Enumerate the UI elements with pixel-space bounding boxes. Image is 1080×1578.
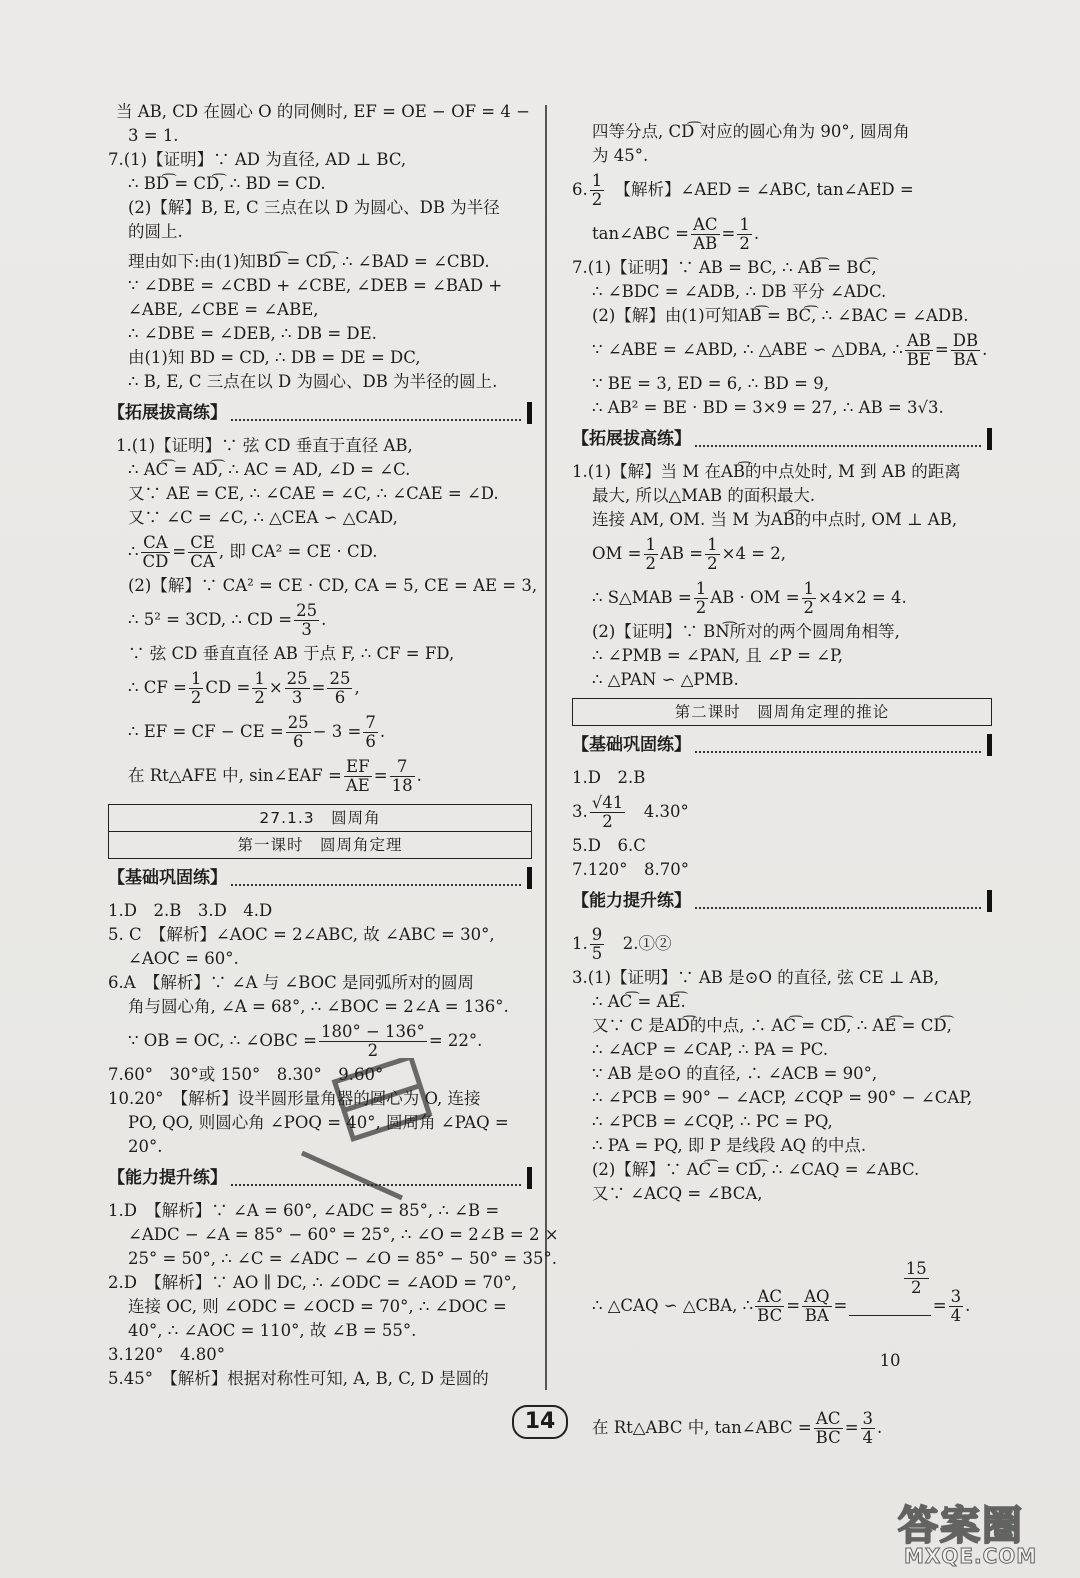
fraction (390, 758, 415, 795)
dotted-rule (231, 870, 521, 886)
section-title: 【基础巩固练】 (108, 868, 227, 888)
section-header-basic (572, 732, 992, 758)
numerator: 1 (707, 534, 718, 554)
denominator: 2 (190, 687, 202, 707)
right-column (572, 120, 992, 1450)
text-line: 1.D 2.B (572, 768, 646, 787)
text: ∵ ∠ABE = ∠ABD, ∴ △ABE ∽ △DBA, ∴ (592, 340, 903, 359)
numerator: √41 (591, 792, 624, 812)
text-line: 7.(1)【证明】∵ AD 为直径, AD ⊥ BC, (108, 150, 407, 169)
text: = (172, 542, 187, 561)
section-title: 【拓展拔高练】 (572, 429, 691, 449)
text-line: ∴ ∠DBE = ∠DEB, ∴ DB = DE. (128, 324, 377, 343)
denominator: 2 (911, 1278, 922, 1297)
text-line: ∴ AC͡ = AD͡, ∴ AC = AD, ∠D = ∠C. (128, 460, 411, 479)
formula-line (572, 576, 992, 620)
fraction (327, 670, 352, 707)
lesson-title-box (572, 698, 992, 726)
denominator: 4 (950, 1305, 962, 1325)
fraction (363, 714, 378, 751)
dotted-rule (695, 737, 981, 753)
text-line: 四等分点, CD͡ 对应的圆心角为 90°, 圆周角 (592, 122, 910, 141)
text-line: (2)【解】∵ CA² = CE · CD, CA = 5, CE = AE = 3, (128, 576, 538, 595)
text-line: 最大, 所以△MAB 的面积最大. (592, 486, 816, 505)
section-number-title: 27.1.3 圆周角 (259, 809, 381, 827)
denominator: 6 (334, 687, 346, 707)
fraction (802, 580, 817, 617)
text-line: 6.A 【解析】∵ ∠A 与 ∠BOC 是同弧所对的圆周 (108, 973, 475, 992)
text: = (844, 1418, 859, 1437)
text: 2.①② (606, 934, 672, 953)
text: = (311, 678, 326, 697)
numerator: 25 (287, 712, 309, 732)
denominator: CD (142, 551, 169, 571)
text: . (321, 610, 327, 629)
numerator: 9 (591, 924, 603, 944)
text-line: (2)【解】由(1)可知AB͡ = BC͡, ∴ ∠BAC = ∠ADB. (592, 306, 969, 325)
text-line: 又∵ C 是AD͡的中点, ∴ AC͡ = CD͡, ∴ AE͡ = CD͡, (592, 1016, 952, 1035)
numerator: 7 (365, 712, 376, 732)
text-line: ∠ABE, ∠CBE = ∠ABE, (128, 300, 319, 319)
denominator: 10 (879, 1351, 901, 1370)
text-line: ∴ BD͡ = CD͡, ∴ BD = CD. (128, 174, 326, 193)
text-line: 1.(1)【证明】∵ 弦 CD 垂直于直径 AB, (116, 436, 413, 455)
column-divider (545, 105, 547, 1390)
text: 4.30° (627, 802, 689, 821)
fraction (286, 714, 311, 751)
text-line: ∴ ∠PCB = ∠CQP, ∴ PC = PQ, (592, 1112, 833, 1131)
formula-line (108, 530, 532, 574)
numerator: 1 (645, 534, 656, 554)
section-header-extension (572, 426, 992, 452)
text: . (982, 340, 988, 359)
section-header-ability (572, 888, 992, 914)
text-line: 又∵ ∠C = ∠C, ∴ △CEA ∽ △CAD, (128, 508, 398, 527)
text-line: ∴ B, E, C 三点在以 D 为圆心、DB 为半径的圆上. (128, 372, 498, 391)
numerator: 7 (390, 758, 415, 777)
section-header-extension (108, 400, 532, 426)
compound-fraction (849, 1206, 930, 1406)
text-line: ∴ ∠PMB = ∠PAN, 且 ∠P = ∠P, (592, 646, 844, 665)
text-line: 40°, ∴ ∠AOC = 110°, 故 ∠B = 55°. (128, 1321, 417, 1340)
text: . (416, 766, 422, 785)
fraction (188, 534, 217, 571)
watermark-logo (880, 1488, 1070, 1570)
text: tan∠ABC = (592, 224, 689, 243)
text: = (373, 766, 388, 785)
text-line: 5.D 6.C (572, 836, 646, 855)
denominator: 2 (803, 597, 815, 617)
text: . (753, 224, 760, 243)
text-line: 理由如下:由(1)知BD͡ = CD͡, ∴ ∠BAD = ∠CBD. (128, 252, 490, 271)
text: 在 Rt△ABC 中, tan∠ABC = (592, 1418, 812, 1437)
section-bar (527, 402, 532, 424)
denominator: 2 (602, 811, 613, 831)
text-line: 5. C 【解析】∠AOC = 2∠ABC, 故 ∠ABC = 30°, (108, 925, 495, 944)
numerator: CA (141, 534, 171, 553)
fraction (590, 172, 605, 209)
fraction (755, 1288, 784, 1325)
numerator: AQ (804, 1286, 830, 1306)
text-line: 当 AB, CD 在圆心 O 的同侧时, EF = OE − OF = 4 − (116, 102, 530, 121)
section-title: 【能力提升练】 (572, 891, 691, 911)
numerator: 15 (905, 1259, 927, 1278)
text-line: 的圆上. (128, 222, 183, 241)
fraction (951, 332, 980, 369)
fraction (285, 670, 310, 707)
text: = (786, 1296, 801, 1315)
denominator: BA (804, 1305, 829, 1325)
numerator: 3 (862, 1408, 874, 1428)
text: ×4 = 2, (721, 544, 787, 563)
watermark-url: MXQE.COM (904, 1544, 1038, 1568)
text: , (354, 678, 360, 697)
numerator: 25 (286, 668, 308, 688)
denominator: 2 (739, 233, 750, 253)
text: ∴ (128, 542, 139, 561)
numerator: 1 (190, 668, 202, 688)
text: ∴ EF = CF − CE = (128, 722, 284, 741)
formula-line (108, 598, 532, 642)
text-line: 3.(1)【证明】∵ AB 是⊙O 的直径, 弦 CE ⊥ AB, (572, 968, 939, 987)
denominator: 6 (365, 731, 376, 751)
text-line: ∴ PA = PQ, 即 P 是线段 AQ 的中点. (592, 1136, 867, 1155)
lesson-title: 第一课时 圆周角定理 (109, 831, 531, 858)
text-line: 为 45°. (592, 146, 649, 165)
text-line: 5.45° 【解析】根据对称性可知, A, B, C, D 是圆的 (108, 1369, 489, 1388)
text-line: 1.D 2.B 3.D 4.D (108, 901, 273, 920)
formula-line (108, 754, 532, 798)
text-line: 25° = 50°, ∴ ∠C = ∠ADC − ∠O = 85° − 50° = 35°. (128, 1249, 557, 1268)
numerator (849, 1242, 930, 1316)
denominator: 4 (862, 1427, 874, 1447)
formula-line (572, 212, 992, 256)
numerator: 1 (254, 668, 265, 688)
denominator: 6 (292, 731, 304, 751)
formula-line (572, 1206, 992, 1406)
formula-line (572, 532, 992, 576)
fraction (590, 926, 605, 963)
numerator: AC (814, 1410, 843, 1429)
fraction (814, 1410, 843, 1447)
text-line: 2.D 【解析】∵ AO ∥ DC, ∴ ∠ODC = ∠AOD = 70°, (108, 1273, 517, 1292)
text: ∴ CF = (128, 678, 187, 697)
fraction (694, 580, 709, 617)
fraction (861, 1410, 876, 1447)
numerator: 1 (803, 578, 815, 598)
denominator: BC (815, 1427, 841, 1447)
text-line: 1.D 【解析】∵ ∠A = 60°, ∠ADC = 85°, ∴ ∠B = (108, 1201, 500, 1220)
text: = (721, 224, 736, 243)
text: . (965, 1296, 971, 1315)
text: ∴ △CAQ ∽ △CBA, ∴ (592, 1296, 754, 1315)
denominator: AE (345, 775, 370, 795)
watermark-text: 答案圈 (898, 1503, 1024, 1549)
numerator: AB (905, 332, 933, 351)
text-line: 1.(1)【解】当 M 在AB͡的中点处时, M 到 AB 的距离 (572, 462, 961, 481)
dotted-rule (695, 431, 981, 447)
dotted-rule (231, 405, 521, 421)
section-bar (527, 1167, 532, 1189)
formula-line (572, 1406, 992, 1450)
fraction (141, 534, 171, 571)
formula-line (108, 1019, 532, 1063)
fraction (905, 332, 933, 369)
text: 3. (572, 802, 588, 821)
denominator: 2 (695, 597, 707, 617)
text: ×4×2 = 4. (818, 588, 907, 607)
fraction (590, 794, 626, 831)
text-line: ∴ △PAN ∽ △PMB. (592, 670, 739, 689)
numerator: 25 (296, 600, 318, 620)
text-line: 3.120° 4.80° (108, 1345, 225, 1364)
text-line: 7.60° 30°或 150° 8.30° 9.60° (108, 1065, 384, 1084)
text-line: ∴ AC͡ = AE͡. (592, 992, 686, 1011)
text: . (877, 1418, 883, 1437)
text-line: 3 = 1. (128, 126, 179, 145)
text-line: ∵ 弦 CD 垂直直径 AB 于点 F, ∴ CF = FD, (128, 644, 455, 663)
denominator: BC (757, 1305, 783, 1325)
text: 1. (572, 934, 588, 953)
text: AB · OM = (710, 588, 800, 607)
text-line: ∵ AB 是⊙O 的直径, ∴ ∠ACB = 90°, (592, 1064, 878, 1083)
text-line: ∠ADC − ∠A = 85° − 60° = 25°, ∴ ∠O = 2∠B = 2 × (128, 1225, 559, 1244)
numerator: 25 (329, 668, 351, 688)
section-title: 【基础巩固练】 (572, 735, 691, 755)
fraction (949, 1288, 964, 1325)
section-bar (987, 734, 992, 756)
text: = (833, 1296, 848, 1315)
fraction (737, 216, 752, 253)
denominator: 2 (367, 1040, 379, 1060)
text-line: 角与圆心角, ∠A = 68°, ∴ ∠BOC = 2∠A = 136°. (128, 997, 509, 1016)
numerator: 3 (950, 1286, 962, 1306)
text: × (268, 678, 283, 697)
fraction (904, 1260, 929, 1297)
text-line: ∴ ∠BDC = ∠ADB, ∴ DB 平分 ∠ADC. (592, 282, 887, 301)
formula-line (572, 922, 992, 966)
text-line: 又∵ AE = CE, ∴ ∠CAE = ∠C, ∴ ∠CAE = ∠D. (128, 484, 499, 503)
text: ∴ S△MAB = (592, 588, 692, 607)
numerator: 1 (695, 578, 707, 598)
text: = (932, 1296, 947, 1315)
text-line: 由(1)知 BD = CD, ∴ DB = DE = DC, (128, 348, 421, 367)
text: 6. (572, 180, 588, 199)
lesson-title-box (108, 804, 532, 859)
text-line: 20°. (128, 1137, 163, 1156)
text-line: ∵ ∠DBE = ∠CBD + ∠CBE, ∠DEB = ∠BAD + (128, 276, 503, 295)
text-line: (2)【解】B, E, C 三点在以 D 为圆心、DB 为半径 (128, 198, 500, 217)
text: , 即 CA² = CE · CD. (218, 542, 378, 561)
text: ∴ 5² = 3CD, ∴ CD = (128, 610, 293, 629)
denominator: AB (693, 233, 718, 253)
numerator: 1 (739, 214, 750, 234)
text: ∵ OB = OC, ∴ ∠OBC = (128, 1031, 317, 1050)
formula-line (108, 710, 532, 754)
text-line: 7.120° 8.70° (572, 860, 689, 879)
numerator: 180° − 136° (321, 1021, 425, 1041)
denominator: 3 (291, 687, 303, 707)
formula-line (572, 168, 992, 212)
denominator: 3 (301, 619, 312, 639)
text-line: 又∵ ∠ACQ = ∠BCA, (592, 1184, 763, 1203)
text: = 22°. (428, 1031, 483, 1050)
fraction (802, 1288, 831, 1325)
section-title: 【拓展拔高练】 (108, 403, 227, 423)
text-line: ∴ AB² = BE · BD = 3×9 = 27, ∴ AB = 3√3. (592, 398, 944, 417)
section-header-basic (108, 865, 532, 891)
dotted-rule (695, 893, 981, 909)
text-line: (2)【证明】∵ BN͡所对的两个圆周角相等, (592, 622, 900, 641)
numerator: DB (952, 330, 979, 350)
text: . (379, 722, 386, 741)
lesson-title: 第二课时 圆周角定理的推论 (674, 703, 890, 721)
text: AB = (660, 544, 704, 563)
fraction (344, 758, 372, 795)
text-line: 10.20° 【解析】设半圆形量角器的圆心为 O, 连接 (108, 1089, 481, 1108)
denominator: 2 (707, 553, 718, 573)
fraction (294, 602, 319, 639)
fraction (705, 536, 720, 573)
text-line: ∵ BE = 3, ED = 6, ∴ BD = 9, (592, 374, 829, 393)
denominator: BA (953, 349, 978, 369)
numerator: AC (755, 1288, 784, 1307)
numerator: CE (190, 532, 215, 552)
denominator: 2 (645, 553, 656, 573)
section-bar (987, 428, 992, 450)
formula-line (108, 666, 532, 710)
numerator: AC (692, 214, 718, 234)
text-line: ∴ ∠PCB = 90° − ∠ACP, ∠CQP = 90° − ∠CAP, (592, 1088, 973, 1107)
formula-line (572, 790, 992, 834)
text-line: (2)【解】∵ AC͡ = CD͡, ∴ ∠CAQ = ∠ABC. (592, 1160, 920, 1179)
denominator: 5 (591, 943, 603, 963)
text-line: 连接 OC, 则 ∠ODC = ∠OCD = 70°, ∴ ∠DOC = (128, 1297, 507, 1316)
page-number: 14 (512, 1405, 568, 1439)
fraction (691, 216, 720, 253)
section-bar (527, 867, 532, 889)
denominator: 2 (591, 189, 603, 209)
fraction (319, 1023, 427, 1060)
text-line: ∠AOC = 60°. (128, 949, 239, 968)
denominator: CA (190, 551, 215, 571)
denominator: BE (906, 349, 931, 369)
text: OM = (592, 544, 642, 563)
text-line: 连接 AM, OM. 当 M 为AB͡的中点时, OM ⊥ AB, (592, 510, 958, 529)
formula-line (572, 328, 992, 372)
numerator: EF (344, 758, 372, 777)
text: 在 Rt△AFE 中, sin∠EAF = (128, 766, 342, 785)
section-title: 【能力提升练】 (108, 1168, 227, 1188)
fraction (252, 670, 267, 707)
text: = (934, 340, 949, 359)
text-line: PO, QO, 则圆心角 ∠POQ = 40°, 圆周角 ∠PAQ = (128, 1113, 509, 1132)
fraction (644, 536, 659, 573)
fraction (189, 670, 204, 707)
denominator: 2 (254, 687, 265, 707)
text: CD = (205, 678, 251, 697)
section-bar (987, 890, 992, 912)
text-line: 7.(1)【证明】∵ AB = BC, ∴ AB͡ = BC͡, (572, 258, 877, 277)
numerator: 1 (591, 170, 603, 190)
text: − 3 = (312, 722, 362, 741)
denominator: 18 (391, 775, 413, 795)
text-line: ∴ ∠ACP = ∠CAP, ∴ PA = PC. (592, 1040, 829, 1059)
stamp-image (282, 1058, 442, 1208)
text: 【解析】∠AED = ∠ABC, tan∠AED = (606, 180, 914, 199)
